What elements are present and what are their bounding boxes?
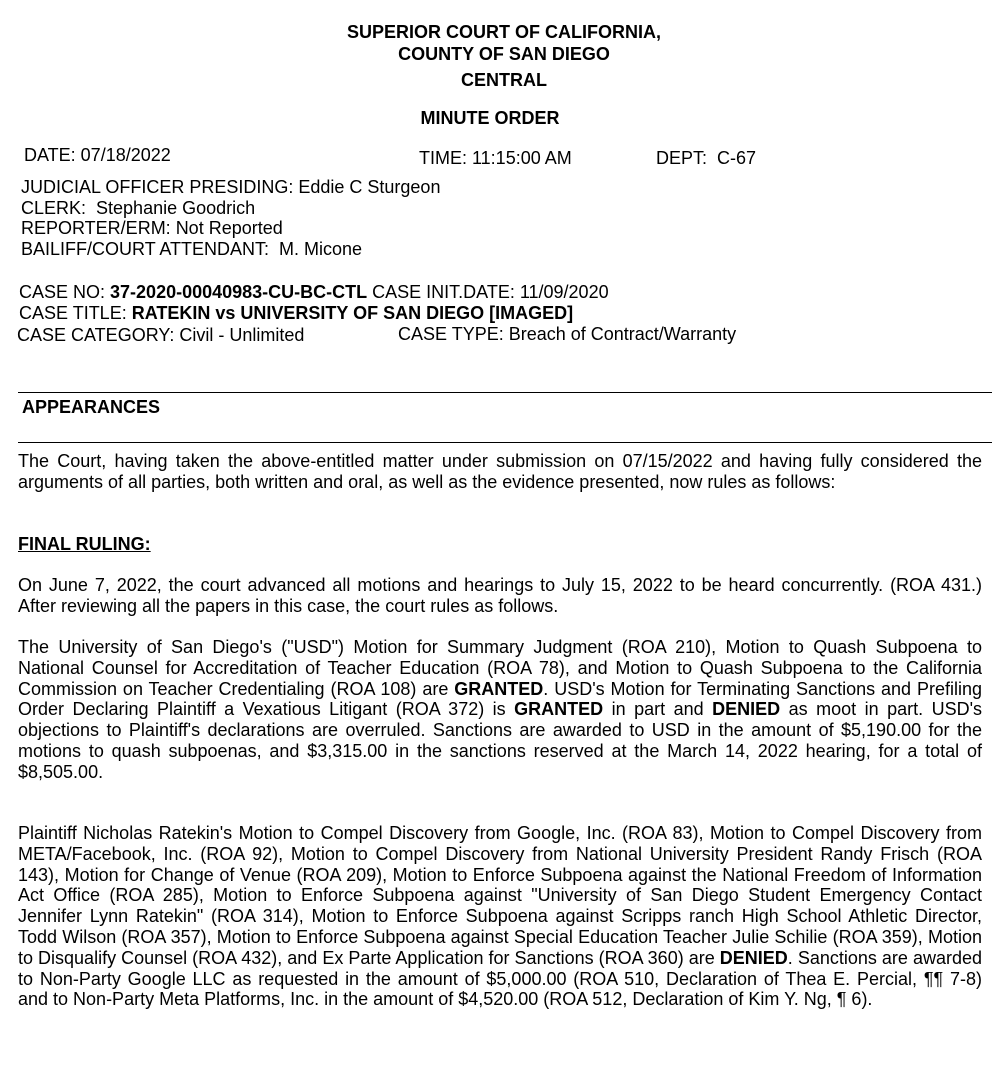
divider-bottom — [18, 442, 992, 443]
clerk: CLERK: Stephanie Goodrich — [21, 198, 256, 218]
court-name-line2: COUNTY OF SAN DIEGO — [398, 44, 610, 64]
granted-term: GRANTED — [454, 678, 544, 699]
case-title-label: CASE TITLE: — [19, 303, 132, 323]
judicial-officer: JUDICIAL OFFICER PRESIDING: Eddie C Sturgeon — [21, 177, 441, 197]
divider-top — [18, 392, 992, 393]
granted-term: GRANTED — [514, 699, 604, 720]
case-type: CASE TYPE: Breach of Contract/Warranty — [398, 324, 737, 344]
appearances-intro: The Court, having taken the above-entitled matter under submission on 07/15/2022 and having fully considered the arguments of all parties, both written and oral, as well as the evidence presented, now rules as follows: — [18, 451, 982, 492]
document-title: MINUTE ORDER — [420, 108, 560, 128]
case-number-line — [19, 282, 609, 303]
final-ruling-heading: FINAL RULING: — [18, 534, 151, 554]
ruling-paragraph-3 — [18, 823, 982, 1010]
ruling-paragraph-2 — [18, 637, 982, 783]
case-category: CASE CATEGORY: Civil - Unlimited — [17, 325, 305, 345]
bailiff: BAILIFF/COURT ATTENDANT: M. Micone — [21, 239, 363, 259]
ruling-paragraph-1: On June 7, 2022, the court advanced all motions and hearings to July 15, 2022 to be heard concurrently. (ROA 431.) After reviewing all the papers in this case, the court rules as follows. — [18, 575, 982, 616]
denied-term: DENIED — [719, 947, 788, 968]
appearances-heading: APPEARANCES — [22, 397, 161, 417]
p2-text: The University of San Diego's ("USD") Motion for Summary Judgment (ROA 210), Motion to Quash Subpoena to National Counsel for Accreditation of Teacher Education (ROA 78), and Motion to Quash Subpoena to the California Commission on Teacher Credentialing (ROA 108) are — [18, 637, 982, 699]
case-number: 37-2020-00040983-CU-BC-CTL — [110, 282, 368, 302]
hearing-time: TIME: 11:15:00 AM — [419, 148, 572, 168]
p3-text: . Sanctions are awarded to Non-Party Google LLC as requested in the amount of $5,000.00 (ROA 510, Declaration of Thea E. Percial, ¶¶ 7-8) and to Non-Party Meta Platforms, Inc. in the amount of $4,520.00 (ROA 512, Declaration of Kim Y. Ng, ¶ 6). — [18, 947, 983, 1010]
case-number-label: CASE NO: — [19, 282, 111, 302]
department: DEPT: C-67 — [656, 148, 757, 168]
hearing-date: DATE: 07/18/2022 — [24, 145, 171, 165]
case-init-date: CASE INIT.DATE: 11/09/2020 — [367, 282, 609, 302]
denied-term: DENIED — [712, 699, 781, 720]
case-title: RATEKIN vs UNIVERSITY OF SAN DIEGO [IMAGED] — [131, 303, 574, 323]
p2-text: . USD's Motion for Terminating Sanctions and Prefiling Order Declaring Plaintiff a Vexatious Litigant (ROA 372) is — [18, 678, 982, 720]
court-name-line1: SUPERIOR COURT OF CALIFORNIA, — [347, 22, 661, 42]
p2-text: in part and — [603, 699, 713, 720]
p2-text: as moot in part. USD's objections to Plaintiff's declarations are overruled. Sanctions are awarded to USD in the amount of $5,190.00 for the motions to quash subpoenas, and $3,315.00 in the sanctions reserved at the March 14, 2022 hearing, for a total of $8,505.00. — [18, 699, 983, 782]
p3-text: Plaintiff Nicholas Ratekin's Motion to Compel Discovery from Google, Inc. (ROA 83), Motion to Compel Discovery from META/Facebook, Inc. (ROA 92), Motion to Compel Discovery from National University President Randy Frisch (ROA 143), Motion for Change of Venue (ROA 209), Motion to Enforce Subpoena against the National Freedom of Information Act Office (ROA 285), Motion to Enforce Subpoena against "University of San Diego Student Emergency Contact Jennifer Lynn Ratekin" (ROA 314), Motion to Enforce Subpoena against Scripps ranch High School Athletic Director, Todd Wilson (ROA 357), Motion to Enforce Subpoena against Special Education Teacher Julie Schilie (ROA 359), Motion to Disqualify Counsel (ROA 432), and Ex Parte Application for Sanctions (ROA 360) are — [18, 823, 982, 968]
court-name-line3: CENTRAL — [461, 70, 547, 90]
reporter: REPORTER/ERM: Not Reported — [21, 218, 283, 238]
case-title-line — [19, 303, 573, 324]
